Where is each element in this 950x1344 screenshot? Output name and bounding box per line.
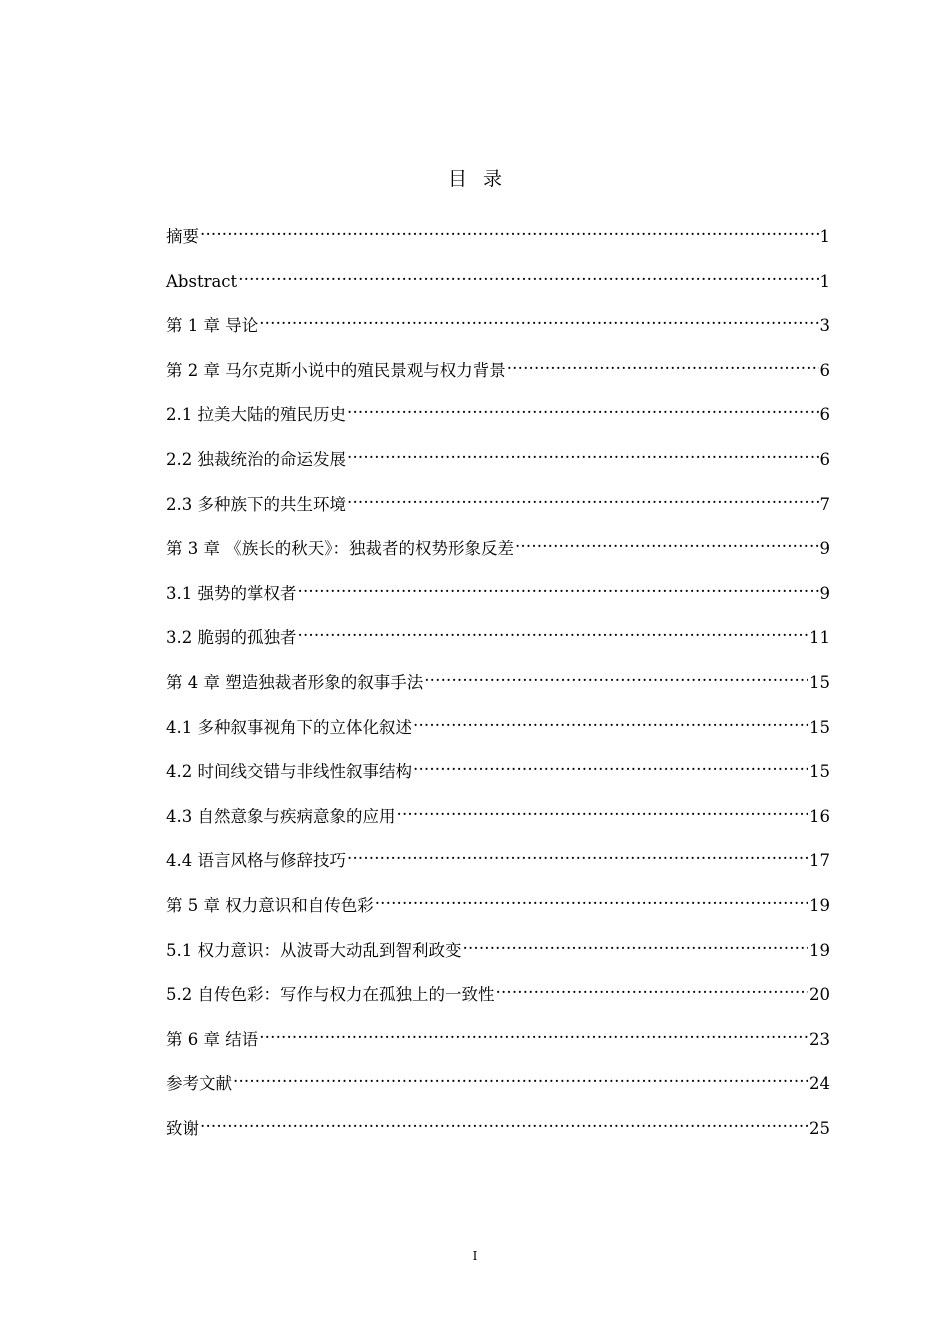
toc-dot-leader: [397, 798, 809, 822]
toc-entry-label: 第 3 章 《族长的秋天》：独裁者的权势形象反差: [166, 539, 514, 559]
toc-entry[interactable]: [166, 1110, 830, 1155]
toc-entry[interactable]: [166, 441, 830, 486]
toc-entry-page: 6: [819, 360, 830, 380]
toc-entry-label: 第 1 章 导论: [166, 316, 259, 336]
toc-entry-page: 3: [819, 316, 830, 336]
toc-dot-leader: [347, 486, 819, 510]
toc-entry[interactable]: [166, 932, 830, 977]
toc-title: 目录: [447, 168, 518, 190]
toc-entry[interactable]: [166, 619, 830, 664]
toc-entry-page: 25: [809, 1118, 830, 1138]
toc-entry-page: 20: [809, 985, 830, 1005]
toc-entry-label: 第 6 章 结语: [166, 1029, 259, 1049]
toc-entry-label: 致谢: [166, 1118, 199, 1138]
toc-entry[interactable]: [166, 486, 830, 531]
toc-dot-leader: [298, 575, 819, 599]
toc-entry-page: 1: [819, 271, 830, 291]
toc-dot-leader: [413, 709, 808, 733]
toc-entry-label: 参考文献: [166, 1074, 232, 1094]
toc-entry[interactable]: [166, 753, 830, 798]
toc-dot-leader: [424, 664, 808, 688]
toc-entry-label: 摘要: [166, 227, 199, 246]
page-number: I: [472, 1249, 478, 1263]
toc-dot-leader: [375, 887, 808, 911]
toc-dot-leader: [233, 1065, 808, 1089]
toc-entry-label: 第 2 章 马尔克斯小说中的殖民景观与权力背景: [166, 360, 506, 380]
toc-entry-page: 7: [819, 494, 830, 514]
toc-entry[interactable]: [166, 307, 830, 352]
toc-entry-label: 3.2 脆弱的孤独者: [166, 628, 297, 648]
toc-entry-page: 15: [809, 672, 830, 692]
toc-entry-page: 6: [819, 405, 830, 425]
toc-dot-leader: [259, 307, 818, 331]
toc-entry-page: 1: [819, 227, 830, 246]
toc-dot-leader: [347, 842, 808, 866]
toc-entry-label: 第 5 章 权力意识和自传色彩: [166, 895, 374, 915]
toc-dot-leader: [238, 263, 818, 287]
toc-dot-leader: [347, 441, 819, 465]
toc-entry-page: 24: [809, 1074, 830, 1094]
toc-entry-label: 4.1 多种叙事视角下的立体化叙述: [166, 717, 412, 737]
toc-entry[interactable]: [166, 263, 830, 308]
toc-entry-label: 2.3 多种族下的共生环境: [166, 494, 346, 514]
toc-entry[interactable]: [166, 976, 830, 1021]
toc-entry[interactable]: [166, 218, 830, 263]
toc-entry-page: 16: [809, 806, 830, 826]
toc-entry-label: 4.3 自然意象与疾病意象的应用: [166, 806, 396, 826]
toc-dot-leader: [413, 753, 808, 777]
toc-entry-page: 19: [809, 895, 830, 915]
toc-entry-page: 19: [809, 940, 830, 960]
toc-entry-page: 9: [819, 539, 830, 559]
table-of-contents: [166, 218, 830, 1154]
toc-entry-page: 9: [819, 583, 830, 603]
toc-dot-leader: [259, 1021, 808, 1045]
toc-entry-label: 5.1 权力意识：从波哥大动乱到智利政变: [166, 940, 462, 960]
toc-dot-leader: [496, 976, 809, 1000]
toc-entry-label: Abstract: [166, 271, 238, 291]
toc-dot-leader: [200, 218, 819, 242]
toc-entry[interactable]: [166, 1021, 830, 1066]
toc-entry[interactable]: [166, 352, 830, 397]
toc-entry-page: 23: [809, 1029, 830, 1049]
toc-entry[interactable]: [166, 396, 830, 441]
toc-entry-label: 4.2 时间线交错与非线性叙事结构: [166, 762, 412, 782]
toc-entry-label: 3.1 强势的掌权者: [166, 583, 297, 603]
toc-entry[interactable]: [166, 842, 830, 887]
toc-entry[interactable]: [166, 530, 830, 575]
toc-entry[interactable]: [166, 575, 830, 620]
toc-entry-page: 15: [809, 762, 830, 782]
toc-dot-leader: [298, 619, 809, 643]
toc-dot-leader: [463, 932, 809, 956]
toc-dot-leader: [347, 396, 819, 420]
toc-entry-page: 15: [809, 717, 830, 737]
toc-entry-page: 6: [819, 449, 830, 469]
toc-entry-page: 11: [809, 628, 830, 648]
toc-entry[interactable]: [166, 709, 830, 754]
toc-entry[interactable]: [166, 664, 830, 709]
toc-dot-leader: [515, 530, 819, 554]
toc-entry-label: 2.2 独裁统治的命运发展: [166, 449, 346, 469]
toc-entry-label: 第 4 章 塑造独裁者形象的叙事手法: [166, 672, 424, 692]
toc-dot-leader: [200, 1110, 808, 1134]
toc-entry-label: 4.4 语言风格与修辞技巧: [166, 851, 346, 871]
toc-entry-page: 17: [809, 851, 830, 871]
toc-entry[interactable]: [166, 798, 830, 843]
toc-entry-label: 2.1 拉美大陆的殖民历史: [166, 405, 346, 425]
toc-entry[interactable]: [166, 887, 830, 932]
toc-entry[interactable]: [166, 1065, 830, 1110]
toc-dot-leader: [507, 352, 819, 376]
toc-entry-label: 5.2 自传色彩：写作与权力在孤独上的一致性: [166, 985, 495, 1005]
